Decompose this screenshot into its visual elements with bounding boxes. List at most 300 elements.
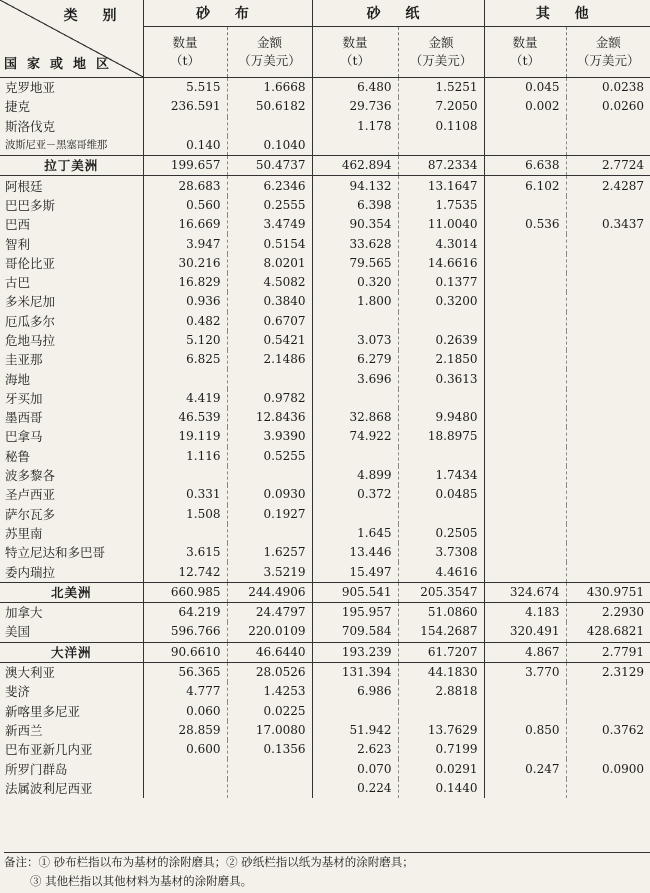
cloth-amount-cell: 0.1927	[227, 505, 312, 524]
paper-amount-cell: 0.7199	[398, 740, 484, 759]
table-row	[0, 505, 650, 524]
cloth-amount-cell	[227, 466, 312, 485]
paper-amount-cell: 2.8818	[398, 682, 484, 701]
other-qty-cell	[484, 331, 566, 350]
other-amount-cell	[566, 117, 650, 136]
paper-amount-cell: 0.2639	[398, 331, 484, 350]
cloth-amount-cell: 1.4253	[227, 682, 312, 701]
country-name: 圣卢西亚	[5, 487, 56, 503]
country-name: 阿根廷	[5, 178, 43, 194]
cloth-amount-cell: 0.6707	[227, 312, 312, 331]
cloth-qty-cell: 0.936	[143, 292, 227, 311]
paper-amount-cell: 0.3613	[398, 369, 484, 388]
country-name: 加拿大	[5, 605, 43, 621]
cloth-qty-cell: 19.119	[143, 427, 227, 446]
cloth-qty-cell: 16.829	[143, 273, 227, 292]
paper-qty-cell: 1.178	[312, 117, 398, 136]
table-row	[0, 779, 650, 798]
table-row	[0, 682, 650, 701]
country-name: 萨尔瓦多	[5, 506, 56, 522]
other-amount-cell: 2.7791	[566, 642, 650, 662]
country-name: 巴西	[5, 217, 31, 233]
paper-qty-cell: 6.398	[312, 196, 398, 215]
paper-qty-cell: 6.986	[312, 682, 398, 701]
cloth-amount-cell: 50.4737	[227, 156, 312, 176]
table-row	[0, 662, 650, 682]
other-amount-cell: 0.0260	[566, 97, 650, 116]
other-amount-cell	[566, 408, 650, 427]
country-name: 牙买加	[5, 390, 43, 406]
cloth-qty-cell: 90.6610	[143, 642, 227, 662]
footnote	[4, 852, 650, 891]
paper-qty-cell: 1.800	[312, 292, 398, 311]
country-label: 国家或地区	[4, 57, 120, 72]
paper-amount-cell: 1.7535	[398, 196, 484, 215]
paper-qty-cell: 1.645	[312, 524, 398, 543]
other-amount-cell	[566, 447, 650, 466]
table-row	[0, 97, 650, 116]
country-name: 多米尼加	[5, 294, 56, 310]
country-name: 美国	[5, 624, 31, 640]
other-amount-cell	[566, 312, 650, 331]
paper-amount-cell: 4.4616	[398, 562, 484, 582]
other-amount-cell	[566, 505, 650, 524]
table-row	[0, 702, 650, 721]
cloth-amount-cell: 3.5219	[227, 562, 312, 582]
other-amount-cell	[566, 136, 650, 156]
cloth-amount-cell: 1.6257	[227, 543, 312, 562]
paper-qty-cell: 2.623	[312, 740, 398, 759]
country-name: 波斯尼亚－黑塞哥维那	[5, 139, 107, 152]
cloth-amount-cell: 0.2555	[227, 196, 312, 215]
paper-amount-cell: 9.9480	[398, 408, 484, 427]
paper-qty-cell: 195.957	[312, 603, 398, 623]
paper-qty-cell: 33.628	[312, 234, 398, 253]
other-amount-cell: 2.4287	[566, 176, 650, 196]
country-name: 秘鲁	[5, 448, 31, 464]
cloth-amount-cell	[227, 759, 312, 778]
country-name: 哥伦比亚	[5, 255, 56, 271]
other-amount-cell	[566, 682, 650, 701]
other-qty-cell	[484, 485, 566, 504]
cloth-qty-cell: 0.140	[143, 136, 227, 156]
paper-amount-cell: 205.3547	[398, 582, 484, 602]
cloth-qty-cell: 3.947	[143, 234, 227, 253]
paper-qty-cell: 905.541	[312, 582, 398, 602]
paper-amount-cell: 18.8975	[398, 427, 484, 446]
paper-qty-cell	[312, 505, 398, 524]
paper-amount-cell: 61.7207	[398, 642, 484, 662]
cloth-qty-cell: 46.539	[143, 408, 227, 427]
table-row	[0, 196, 650, 215]
other-qty-cell	[484, 505, 566, 524]
cloth-amount-cell: 220.0109	[227, 622, 312, 642]
paper-amount-cell	[398, 505, 484, 524]
country-name: 新西兰	[5, 722, 43, 738]
paper-amount-cell: 2.1850	[398, 350, 484, 369]
other-qty-cell	[484, 682, 566, 701]
other-amount-cell	[566, 254, 650, 273]
paper-amount-cell: 0.1440	[398, 779, 484, 798]
other-amount-cell	[566, 234, 650, 253]
amount-header: 金额 （万美元）	[398, 27, 484, 78]
table-row	[0, 331, 650, 350]
country-name: 克罗地亚	[5, 80, 56, 96]
paper-qty-cell: 6.480	[312, 78, 398, 98]
country-name: 波多黎各	[5, 468, 56, 484]
cloth-amount-cell: 3.9390	[227, 427, 312, 446]
paper-qty-cell: 0.070	[312, 759, 398, 778]
country-name: 特立尼达和多巴哥	[5, 545, 106, 561]
cloth-qty-cell: 0.600	[143, 740, 227, 759]
cloth-amount-cell: 50.6182	[227, 97, 312, 116]
table-row	[0, 254, 650, 273]
table-row	[0, 292, 650, 311]
other-amount-cell: 428.6821	[566, 622, 650, 642]
other-qty-cell	[484, 740, 566, 759]
cloth-amount-cell: 3.4749	[227, 215, 312, 234]
paper-amount-cell	[398, 136, 484, 156]
cloth-amount-cell: 6.2346	[227, 176, 312, 196]
cloth-qty-cell: 5.515	[143, 78, 227, 98]
paper-amount-cell: 44.1830	[398, 662, 484, 682]
other-qty-cell	[484, 389, 566, 408]
paper-qty-cell: 51.942	[312, 721, 398, 740]
cloth-amount-cell	[227, 524, 312, 543]
other-amount-cell	[566, 485, 650, 504]
paper-amount-cell: 51.0860	[398, 603, 484, 623]
table-row	[0, 312, 650, 331]
table-row	[0, 485, 650, 504]
other-amount-cell	[566, 466, 650, 485]
cloth-amount-cell: 4.5082	[227, 273, 312, 292]
other-amount-cell	[566, 779, 650, 798]
cloth-amount-cell: 0.1040	[227, 136, 312, 156]
paper-qty-cell: 3.696	[312, 369, 398, 388]
amount-header: 金额 （万美元）	[227, 27, 312, 78]
other-qty-cell	[484, 562, 566, 582]
cloth-qty-cell: 16.669	[143, 215, 227, 234]
other-qty-cell: 0.536	[484, 215, 566, 234]
table-row	[0, 350, 650, 369]
table-row	[0, 117, 650, 136]
other-qty-cell: 4.867	[484, 642, 566, 662]
paper-amount-cell: 4.3014	[398, 234, 484, 253]
paper-qty-cell: 0.224	[312, 779, 398, 798]
cloth-qty-cell: 6.825	[143, 350, 227, 369]
cloth-amount-cell: 0.3840	[227, 292, 312, 311]
cloth-qty-cell: 4.777	[143, 682, 227, 701]
paper-amount-cell: 3.7308	[398, 543, 484, 562]
country-name: 智利	[5, 236, 31, 252]
other-qty-cell	[484, 408, 566, 427]
paper-amount-cell: 0.1108	[398, 117, 484, 136]
country-name: 巴拿马	[5, 429, 43, 445]
paper-amount-cell: 154.2687	[398, 622, 484, 642]
table-row	[0, 176, 650, 196]
country-name: 斯洛伐克	[5, 118, 56, 134]
other-qty-cell	[484, 117, 566, 136]
region-name: 北美洲	[0, 582, 143, 602]
paper-qty-cell: 94.132	[312, 176, 398, 196]
cloth-amount-cell	[227, 779, 312, 798]
table-row	[0, 466, 650, 485]
qty-header: 数量 （t）	[312, 27, 398, 78]
other-amount-cell	[566, 331, 650, 350]
table-row	[0, 603, 650, 623]
other-qty-cell	[484, 136, 566, 156]
paper-qty-cell	[312, 447, 398, 466]
paper-amount-cell: 13.1647	[398, 176, 484, 196]
paper-qty-cell: 29.736	[312, 97, 398, 116]
other-qty-cell	[484, 273, 566, 292]
paper-amount-cell: 14.6616	[398, 254, 484, 273]
other-amount-cell: 2.2930	[566, 603, 650, 623]
table-row	[0, 215, 650, 234]
cloth-qty-cell: 30.216	[143, 254, 227, 273]
other-amount-cell: 430.9751	[566, 582, 650, 602]
cloth-qty-cell: 0.331	[143, 485, 227, 504]
other-amount-cell: 0.3762	[566, 721, 650, 740]
other-amount-cell: 0.0900	[566, 759, 650, 778]
paper-qty-cell: 79.565	[312, 254, 398, 273]
cloth-amount-cell: 28.0526	[227, 662, 312, 682]
region-row	[0, 642, 650, 662]
country-name: 圭亚那	[5, 352, 43, 368]
paper-qty-cell	[312, 702, 398, 721]
cloth-qty-cell: 56.365	[143, 662, 227, 682]
other-amount-cell: 0.0238	[566, 78, 650, 98]
table-body	[0, 78, 650, 798]
paper-amount-cell: 0.3200	[398, 292, 484, 311]
other-qty-cell	[484, 350, 566, 369]
country-name: 澳大利亚	[5, 665, 56, 681]
paper-qty-cell: 90.354	[312, 215, 398, 234]
paper-qty-cell: 0.320	[312, 273, 398, 292]
diagonal-header-cell	[0, 0, 143, 78]
other-qty-cell	[484, 254, 566, 273]
cloth-qty-cell	[143, 779, 227, 798]
cloth-qty-cell: 4.419	[143, 389, 227, 408]
cloth-qty-cell	[143, 759, 227, 778]
country-name: 法属波利尼西亚	[5, 780, 93, 796]
paper-qty-cell: 32.868	[312, 408, 398, 427]
country-name: 苏里南	[5, 525, 43, 541]
table-row	[0, 78, 650, 98]
paper-qty-cell: 74.922	[312, 427, 398, 446]
other-qty-cell: 6.638	[484, 156, 566, 176]
cloth-qty-cell: 660.985	[143, 582, 227, 602]
table-row	[0, 524, 650, 543]
paper-qty-cell: 3.073	[312, 331, 398, 350]
other-qty-cell	[484, 702, 566, 721]
cloth-amount-cell: 0.0930	[227, 485, 312, 504]
table-row	[0, 740, 650, 759]
cloth-amount-cell: 0.5154	[227, 234, 312, 253]
cloth-qty-cell	[143, 524, 227, 543]
region-name: 拉丁美洲	[0, 156, 143, 176]
paper-amount-cell: 7.2050	[398, 97, 484, 116]
other-amount-cell	[566, 524, 650, 543]
qty-header: 数量 （t）	[484, 27, 566, 78]
cloth-amount-cell: 0.5255	[227, 447, 312, 466]
paper-qty-cell: 131.394	[312, 662, 398, 682]
other-qty-cell: 324.674	[484, 582, 566, 602]
table-row	[0, 369, 650, 388]
cloth-amount-cell: 1.6668	[227, 78, 312, 98]
paper-amount-cell	[398, 312, 484, 331]
paper-amount-cell: 0.2505	[398, 524, 484, 543]
other-amount-cell	[566, 562, 650, 582]
country-name: 墨西哥	[5, 410, 43, 426]
cloth-qty-cell: 0.060	[143, 702, 227, 721]
country-name: 斐济	[5, 684, 31, 700]
other-qty-cell	[484, 196, 566, 215]
cloth-qty-cell: 12.742	[143, 562, 227, 582]
cloth-qty-cell: 199.657	[143, 156, 227, 176]
table-row	[0, 136, 650, 156]
cloth-amount-cell: 17.0080	[227, 721, 312, 740]
table-row	[0, 389, 650, 408]
paper-qty-cell	[312, 389, 398, 408]
other-qty-cell: 320.491	[484, 622, 566, 642]
table-row	[0, 408, 650, 427]
table-row	[0, 447, 650, 466]
group-header-cloth: 砂 布	[143, 0, 312, 27]
cloth-qty-cell: 0.482	[143, 312, 227, 331]
paper-amount-cell	[398, 389, 484, 408]
paper-qty-cell: 193.239	[312, 642, 398, 662]
paper-amount-cell: 87.2334	[398, 156, 484, 176]
cloth-qty-cell	[143, 117, 227, 136]
other-qty-cell: 0.002	[484, 97, 566, 116]
other-qty-cell: 6.102	[484, 176, 566, 196]
paper-qty-cell	[312, 136, 398, 156]
other-amount-cell	[566, 740, 650, 759]
group-header-paper: 砂 纸	[312, 0, 484, 27]
other-qty-cell: 4.183	[484, 603, 566, 623]
cloth-amount-cell: 46.6440	[227, 642, 312, 662]
country-name: 海地	[5, 371, 31, 387]
country-name: 古巴	[5, 275, 31, 291]
paper-amount-cell: 13.7629	[398, 721, 484, 740]
other-qty-cell	[484, 369, 566, 388]
paper-amount-cell: 0.0485	[398, 485, 484, 504]
other-qty-cell	[484, 779, 566, 798]
other-amount-cell: 2.3129	[566, 662, 650, 682]
table-row	[0, 721, 650, 740]
other-amount-cell	[566, 273, 650, 292]
other-amount-cell	[566, 427, 650, 446]
country-name: 巴布亚新几内亚	[5, 742, 93, 758]
other-qty-cell	[484, 312, 566, 331]
cloth-qty-cell: 28.683	[143, 176, 227, 196]
paper-qty-cell: 15.497	[312, 562, 398, 582]
cloth-amount-cell: 2.1486	[227, 350, 312, 369]
other-qty-cell: 0.045	[484, 78, 566, 98]
country-name: 巴巴多斯	[5, 197, 56, 213]
cloth-qty-cell: 596.766	[143, 622, 227, 642]
paper-qty-cell: 0.372	[312, 485, 398, 504]
other-qty-cell: 0.850	[484, 721, 566, 740]
cloth-qty-cell: 5.120	[143, 331, 227, 350]
amount-header: 金额 （万美元）	[566, 27, 650, 78]
table-row	[0, 759, 650, 778]
other-amount-cell	[566, 543, 650, 562]
paper-amount-cell	[398, 447, 484, 466]
cloth-amount-cell: 0.0225	[227, 702, 312, 721]
country-name: 捷克	[5, 99, 31, 115]
cloth-qty-cell: 1.116	[143, 447, 227, 466]
cloth-qty-cell: 28.859	[143, 721, 227, 740]
other-qty-cell	[484, 524, 566, 543]
paper-amount-cell: 0.1377	[398, 273, 484, 292]
footnote-line-1: 备注：① 砂布栏指以布为基材的涂附磨具；② 砂纸栏指以纸为基材的涂附磨具；	[4, 855, 414, 869]
paper-amount-cell: 1.7434	[398, 466, 484, 485]
cloth-amount-cell: 12.8436	[227, 408, 312, 427]
paper-qty-cell: 462.894	[312, 156, 398, 176]
other-qty-cell	[484, 466, 566, 485]
cloth-amount-cell	[227, 369, 312, 388]
other-amount-cell: 2.7724	[566, 156, 650, 176]
paper-qty-cell	[312, 312, 398, 331]
other-qty-cell: 3.770	[484, 662, 566, 682]
region-row	[0, 156, 650, 176]
cloth-qty-cell: 1.508	[143, 505, 227, 524]
paper-qty-cell: 4.899	[312, 466, 398, 485]
country-name: 委内瑞拉	[5, 564, 56, 580]
cloth-qty-cell: 236.591	[143, 97, 227, 116]
cloth-amount-cell: 0.1356	[227, 740, 312, 759]
cloth-amount-cell: 0.9782	[227, 389, 312, 408]
country-name: 厄瓜多尔	[5, 313, 56, 329]
group-header-other: 其 他	[484, 0, 650, 27]
table-row	[0, 622, 650, 642]
paper-amount-cell: 1.5251	[398, 78, 484, 98]
paper-qty-cell: 709.584	[312, 622, 398, 642]
cloth-qty-cell: 0.560	[143, 196, 227, 215]
cloth-qty-cell: 3.615	[143, 543, 227, 562]
footnote-line-2: ③ 其他栏指以其他材料为基材的涂附磨具。	[30, 874, 253, 888]
other-amount-cell	[566, 702, 650, 721]
cloth-amount-cell: 244.4906	[227, 582, 312, 602]
category-label: 类 别	[63, 8, 127, 24]
other-amount-cell	[566, 350, 650, 369]
table-row	[0, 273, 650, 292]
cloth-amount-cell: 8.0201	[227, 254, 312, 273]
cloth-amount-cell: 0.5421	[227, 331, 312, 350]
qty-header: 数量 （t）	[143, 27, 227, 78]
other-qty-cell	[484, 292, 566, 311]
region-row	[0, 582, 650, 602]
country-name: 所罗门群岛	[5, 761, 68, 777]
other-qty-cell: 0.247	[484, 759, 566, 778]
cloth-amount-cell	[227, 117, 312, 136]
table-row	[0, 562, 650, 582]
cloth-qty-cell: 64.219	[143, 603, 227, 623]
table-row	[0, 234, 650, 253]
paper-qty-cell: 6.279	[312, 350, 398, 369]
other-amount-cell	[566, 292, 650, 311]
other-qty-cell	[484, 427, 566, 446]
cloth-qty-cell	[143, 466, 227, 485]
paper-amount-cell	[398, 702, 484, 721]
table-row	[0, 427, 650, 446]
other-qty-cell	[484, 234, 566, 253]
cloth-amount-cell: 24.4797	[227, 603, 312, 623]
other-amount-cell	[566, 196, 650, 215]
other-qty-cell	[484, 543, 566, 562]
